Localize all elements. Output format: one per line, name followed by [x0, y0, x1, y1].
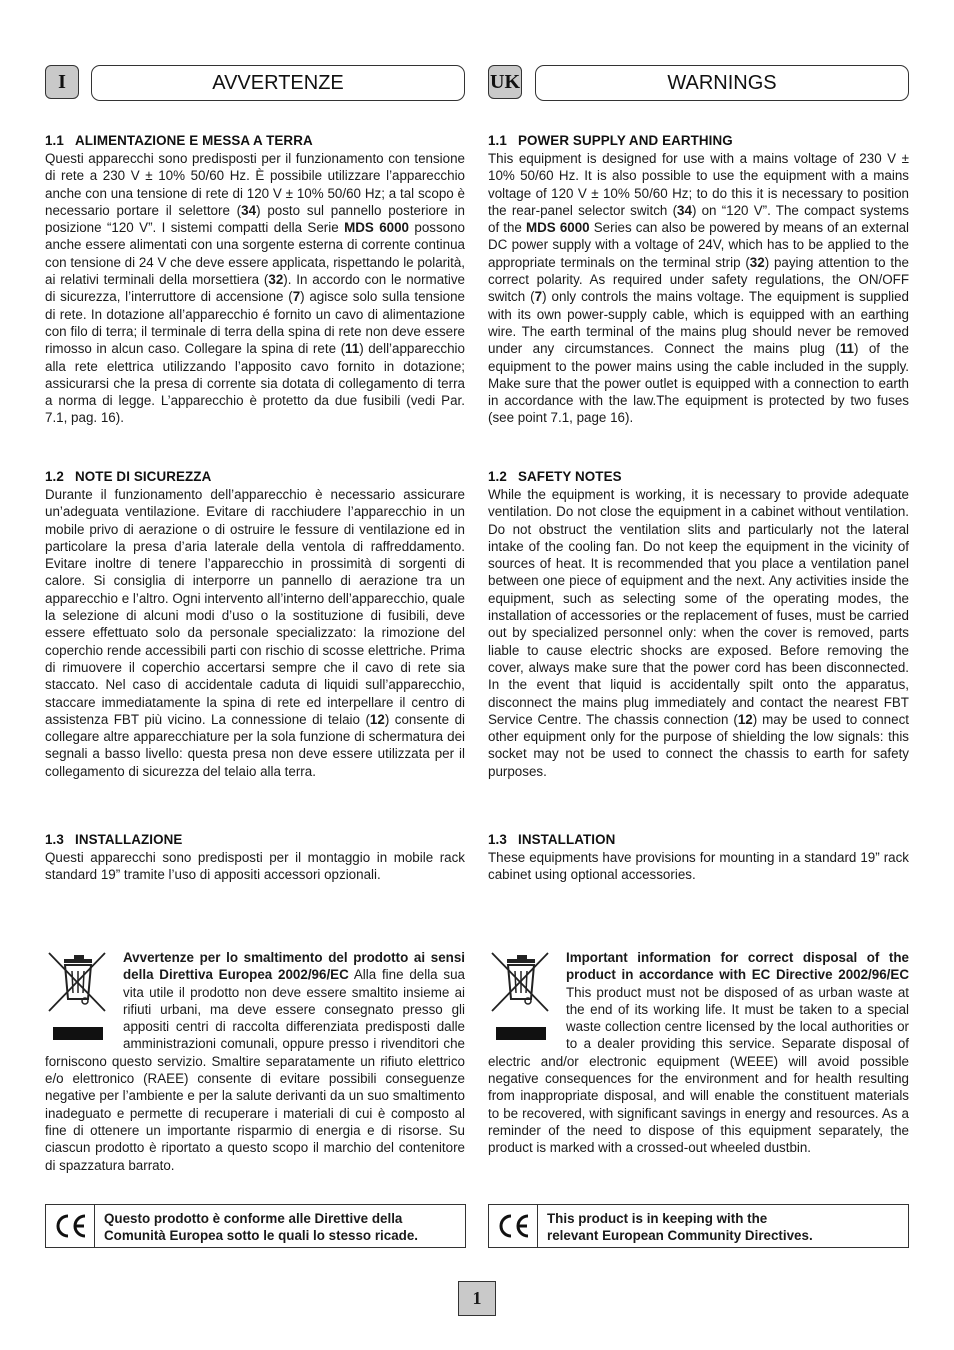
ce-mark-icon	[489, 1205, 538, 1247]
section-title-1-3-uk	[488, 832, 615, 847]
paragraph-1-2-uk: While the equipment is working, it is necessary to provide adequate ventilation. Do not close the equipment in a cabinet without ventilation. Do not obstruct the ventilation slits and particularly not the lateral intake of the cooling fan. Do not keep the equipment in the vicinity of sources of heat. It is recommended that you place a ventilation panel between one piece of equipment and the next. Any activities inside the equipment, such as selecting some of the operating modes, the installation of accessories or the replacement of fuses, must be carried out by specialized personnel only: when the cover is removed, parts liable to cause electric shocks are exposed. Before removing the cover, always make sure that the power cord has been disconnected. In the event that liquid is accidentally spilt onto the apparatus, disconnect the mains plug immediately and contact the nearest FBT Service Centre. The chassis connection (12) may be used to connect other equipment only for the purpose of shielding the low signals: this socket may not be used to connect the chassis to earth for safety purposes.	[488, 487, 909, 779]
section-title-1-1-it	[45, 133, 313, 148]
section-title-text: POWER SUPPLY AND EARTHING	[518, 133, 733, 148]
ce-statement-line: relevant European Community Directives.	[547, 1228, 813, 1243]
section-heading-warnings: WARNINGS	[535, 65, 909, 101]
ce-statement	[104, 1210, 418, 1244]
weee-notice-text: Avvertenze per lo smaltimento del prodotto ai sensi della Direttiva Europea 2002/96/EC Alla fine della sua vita utile il prodotto non deve essere smaltito insieme ai rifiuti urbani, ma deve essere consegnato presso gli appositi centri di raccolta differenziata predisposti dalle amministrazioni comunali, oppure presso i rivenditori che forniscono questo servizio. Smaltire separatamente un rifiuto elettrico e/o elettronico (RAEE) consente di evitare possibili conseguenze negative per l’ambiente e per la salute derivanti da un suo smaltimento inadeguato e permette di recuperare i materiali di cui è composto al fine di ottenere un importante risparmio di energia e di risorse. Su ciascun prodotto è riportato a questo scopo il marchio del contenitore di spazzatura barrato.	[45, 950, 465, 1173]
ce-statement-line: This product is in keeping with the	[547, 1211, 768, 1226]
section-number: 1.3	[488, 832, 507, 847]
section-heading-avvertenze: AVVERTENZE	[91, 65, 465, 101]
section-number: 1.1	[488, 133, 507, 148]
section-number: 1.3	[45, 832, 64, 847]
language-badge-uk: UK	[488, 65, 522, 99]
ce-notice-uk	[488, 1204, 909, 1248]
section-number: 1.1	[45, 133, 64, 148]
paragraph-1-1-uk: This equipment is designed for use with a mains voltage of 230 V ± 10% 50/60 Hz. It is also possible to use the equipment with a mains voltage of 120 V ± 10% 50/60 Hz; to do this it is necessary to position the rear-panel selector switch (34) on “120 V”. The compact systems of the MDS 6000 Series can also be powered by means of an external DC power supply with a voltage of 24V, which has to be applied to the appropriate terminals on the terminal strip (32) paying attention to the correct polarity. As required under safety regulations, the ON/OFF switch (7) only controls the mains voltage. The equipment is supplied with its own power-supply cable, which is equipped with an earthing wire. The earth terminal of the mains plug should never be removed under any circumstances. Connect the mains plug (11) of the equipment to the power mains using the cable included in the supply. Make sure that the power outlet is equipped with a connection to earth in accordance with the law.The equipment is protected by two fuses (see point 7.1, page 16).	[488, 151, 910, 426]
paragraph-1-3-it: Questi apparecchi sono predisposti per il montaggio in mobile rack standard 19” tramite l’uso di appositi accessori opzionali.	[45, 850, 465, 883]
section-title-text: INSTALLAZIONE	[75, 832, 183, 847]
section-title-1-3-it	[45, 832, 182, 847]
section-title-1-2-uk	[488, 469, 622, 484]
crossed-out-bin-icon	[488, 949, 556, 1041]
section-title-text: ALIMENTAZIONE E MESSA A TERRA	[75, 133, 313, 148]
section-title-text: SAFETY NOTES	[518, 469, 622, 484]
weee-notice-it	[45, 949, 465, 1174]
ce-statement-line: Questo prodotto è conforme alle Direttive della	[104, 1211, 403, 1226]
language-badge-it: I	[45, 65, 79, 99]
weee-notice-uk	[488, 949, 909, 1157]
ce-statement	[547, 1210, 813, 1244]
section-number: 1.2	[45, 469, 64, 484]
paragraph-1-1-it: Questi apparecchi sono predisposti per il funzionamento con tensione di rete a 230 V ± 10% 50/60 Hz. È possibile utilizzare l’apparecchio anche con una tensione di rete di 120 V ± 10% 50/60 Hz; a tal scopo è necessario portare il selettore (34) posto sul pannello posteriore in posizione “120 V”. I sistemi compatti della Serie MDS 6000 possono anche essere alimentati con una sorgente esterna di corrente continua con tensione di 24 V che deve essere applicata, rispettando le polarità, ai relativi terminali della morsettiera (32). In accordo con le normative di sicurezza, l’interruttore di accensione (7) agisce solo sulla tensione di rete. In dotazione all’apparecchio é fornito un cavo di alimentazione con filo di terra; il terminale di terra della spina di rete non deve essere rimosso in alcun caso. Collegare la spina di rete (11) dell’apparecchio alla rete elettrica utilizzando l’apposito cavo fornito in dotazione; assicurarsi che la presa di corrente sia dotata di collegamento di terra a norma di legge. L’apparecchio è protetto da due fusibili (vedi Par. 7.1, pag. 16).	[45, 151, 466, 426]
crossed-out-bin-icon	[45, 949, 113, 1041]
ce-mark-icon	[46, 1205, 95, 1247]
section-title-text: NOTE DI SICUREZZA	[75, 469, 212, 484]
ce-statement-line: Comunità Europea sotto le quali lo stesso ricade.	[104, 1228, 419, 1243]
page-number: 1	[458, 1281, 496, 1316]
weee-notice-text: Important information for correct disposal of the product in accordance with EC Directive 2002/96/EC This product must not be disposed of as urban waste at the end of its working life. It must be taken to a special waste collection centre licensed by the local authorities or to a dealer providing this service. Separate disposal of electric and/or electronic equipment (WEEE) will avoid possible negative consequences for the environment and for health resulting from inappropriate disposal, and will enable the constituent materials to be recovered, with significant savings in energy and resources. As a reminder of the need to dispose of this equipment separately, the product is marked with a crossed-out wheeled dustbin.	[488, 950, 909, 1156]
section-title-1-1-uk	[488, 133, 733, 148]
paragraph-1-3-uk: These equipments have provisions for mounting in a standard 19” rack cabinet using optional accessories.	[488, 850, 909, 883]
ce-notice-it	[45, 1204, 466, 1248]
section-title-1-2-it	[45, 469, 211, 484]
section-number: 1.2	[488, 469, 507, 484]
section-title-text: INSTALLATION	[518, 832, 616, 847]
paragraph-1-2-it: Durante il funzionamento dell’apparecchio è necessario assicurare un’adeguata ventilazione. Evitare di racchiudere l’apparecchio in un mobile privo di aerazione o di ostruire le fessure di ventilazione ed in particolare la presa d’aria laterale della ventola di raffreddamento. Evitare inoltre di tenere l’apparecchio in prossimità di sorgenti di calore. Si consiglia di interporre un pannello di aerazione tra un apparecchio e l’altro. Ogni intervento all’interno dell’apparecchio, quale la selezione di alcuni modi d’uso o la sostituzione di fusibili, deve essere effettuato solo da personale specializzato: la rimozione del coperchio rende accessibili parti con rischio di scosse elettriche. Prima di rimuovere il coperchio accertarsi sempre che il cavo di rete sia staccato. Nel caso di accidentale caduta di liquidi sull’apparecchio, staccare immediatamente la spina di rete ed interpellare il centro di assistenza FBT più vicino. La connessione di telaio (12) consente di collegare altre apparecchiature per la sola funzione di schermatura dei segnali a basso livello: questa presa non deve essere utilizzata per il collegamento di sicurezza del telaio alla terra.	[45, 487, 465, 779]
